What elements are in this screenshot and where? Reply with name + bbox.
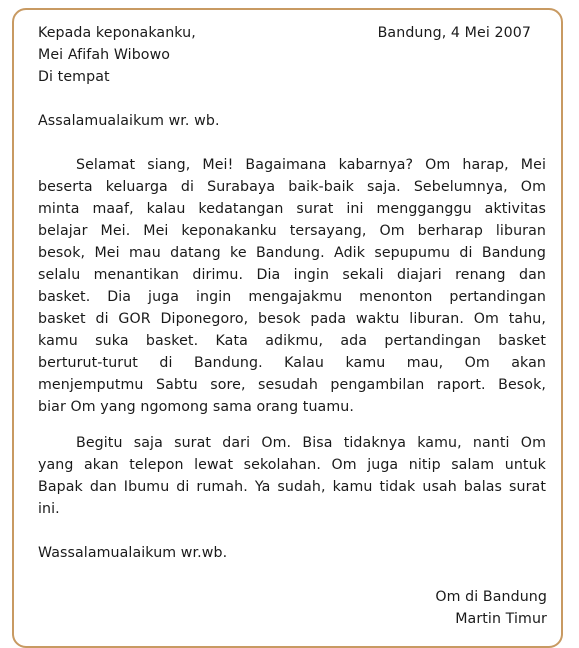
paragraph-1-line: selalu menantikan dirimu. Dia ingin sekali diajari renang dan bbox=[38, 267, 546, 283]
paragraph-2-line: yang akan telepon lewat sekolahan. Om juga nitip salam untuk bbox=[38, 457, 546, 473]
paragraph-1-line: beserta keluarga di Surabaya baik-baik saja. Sebelumnya, Om bbox=[38, 179, 546, 195]
paragraph-1-line: basket. Dia juga ingin mengajakmu menonton pertandingan bbox=[38, 289, 546, 305]
letter-frame bbox=[12, 8, 563, 648]
paragraph-1-line: Selamat siang, Mei! Bagaimana kabarnya? Om harap, Mei bbox=[76, 157, 546, 173]
recipient-line-3: Di tempat bbox=[38, 69, 110, 85]
paragraph-1-line: menjemputmu Sabtu sore, sesudah pengambilan raport. Besok, bbox=[38, 377, 546, 393]
paragraph-1-line: berturut-turut di Bandung. Kalau kamu mau, Om akan bbox=[38, 355, 546, 371]
signature-line-1: Om di Bandung bbox=[435, 589, 547, 605]
place-date: Bandung, 4 Mei 2007 bbox=[377, 25, 531, 41]
paragraph-2-line: Begitu saja surat dari Om. Bisa tidaknya kamu, nanti Om bbox=[76, 435, 546, 451]
body-paragraph-2 bbox=[38, 432, 546, 520]
signature-name: Martin Timur bbox=[455, 611, 547, 627]
paragraph-2-line: Bapak dan Ibumu di rumah. Ya sudah, kamu tidak usah balas surat bbox=[38, 479, 546, 495]
paragraph-1-line: biar Om yang ngomong sama orang tuamu. bbox=[38, 399, 354, 415]
greeting: Assalamualaikum wr. wb. bbox=[38, 113, 220, 129]
recipient-line-1: Kepada keponakanku, bbox=[38, 25, 196, 41]
body-paragraph-1 bbox=[38, 154, 546, 418]
paragraph-2-line: ini. bbox=[38, 501, 60, 517]
closing: Wassalamualaikum wr.wb. bbox=[38, 545, 228, 561]
paragraph-1-line: kamu suka basket. Kata adikmu, ada pertandingan basket bbox=[38, 333, 546, 349]
recipient-line-2: Mei Afifah Wibowo bbox=[38, 47, 171, 63]
paragraph-1-line: basket di GOR Diponegoro, besok pada waktu liburan. Om tahu, bbox=[38, 311, 546, 327]
paragraph-1-line: besok, Mei mau datang ke Bandung. Adik sepupumu di Bandung bbox=[38, 245, 546, 261]
paragraph-1-line: minta maaf, kalau kedatangan surat ini mengganggu aktivitas bbox=[38, 201, 546, 217]
paragraph-1-line: belajar Mei. Mei keponakanku tersayang, Om berharap liburan bbox=[38, 223, 546, 239]
